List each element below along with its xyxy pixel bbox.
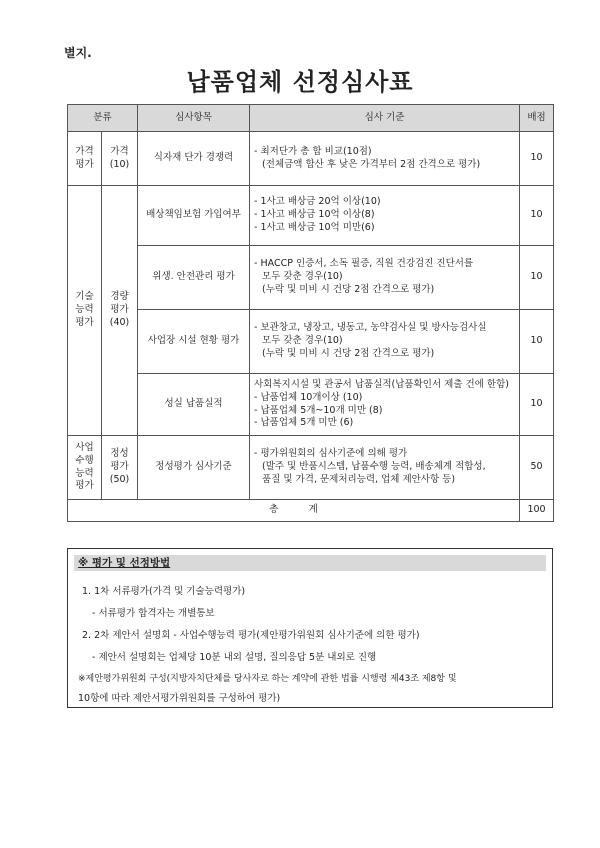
page-title: 납품업체 선정심사표 — [186, 67, 414, 96]
group-major-price: 가격 평가 — [68, 132, 102, 186]
table-header-row — [68, 105, 554, 132]
row-item: 위생. 안전관리 평가 — [138, 246, 250, 310]
method-title: ※ 평가 및 선정방법 — [74, 555, 546, 571]
method-line: - 서류평가 합격자는 개별통보 — [92, 608, 215, 619]
group-minor-tech: 경량 평가 (40) — [102, 186, 138, 436]
row-item: 사업장 시설 현황 평가 — [138, 310, 250, 374]
table-row — [68, 374, 554, 436]
row-score: 10 — [520, 310, 554, 374]
evaluation-table — [67, 104, 554, 522]
row-score: 10 — [520, 246, 554, 310]
total-label: 총 계 — [68, 500, 520, 522]
row-score: 10 — [520, 374, 554, 436]
method-line: ※제안평가위원회 구성(지방자치단체를 당사자로 하는 계약에 관한 법률 시행령 제43조 제8항 및 — [78, 674, 457, 684]
row-criteria: - 보관창고, 냉장고, 냉동고, 농약검사실 및 방사능검사실 모두 갖춘 경우(10) (누락 및 미비 시 건당 2점 간격으로 평가) — [250, 310, 520, 374]
method-line: 2. 2차 제안서 설명회 - 사업수행능력 평가(제안평가위원회 심사기준에 의한 평가) — [82, 630, 420, 641]
total-score: 100 — [520, 500, 554, 522]
group-minor-biz: 정성 평가 (50) — [102, 436, 138, 500]
row-criteria: - 최저단가 총 합 비교(10점) (전체금액 합산 후 낮은 가격부터 2점 간격으로 평가) — [250, 132, 520, 186]
row-criteria: - 평가위원회의 심사기준에 의해 평가 (발주 및 반품시스템, 납품수행 능력, 배송체계 적합성, 품질 및 가격, 문제처리능력, 업체 제안사항 등) — [250, 436, 520, 500]
group-minor-price: 가격 (10) — [102, 132, 138, 186]
row-score: 10 — [520, 132, 554, 186]
method-line: 10항에 따라 제안서평가위원회를 구성하여 평가) — [78, 693, 281, 704]
row-criteria: 사회복지시설 및 관공서 납품실적(납품확인서 제출 건에 한함) - 납품업체 10개이상 (10) - 납품업체 5개~10개 미만 (8) - 납품업체 5개 미만 (6) — [250, 374, 520, 436]
row-item: 성실 납품실적 — [138, 374, 250, 436]
attachment-label: 별지. — [64, 46, 92, 60]
table-row — [68, 246, 554, 310]
header-item: 심사항목 — [138, 105, 250, 132]
group-major-tech: 기술 능력 평가 — [68, 186, 102, 436]
row-item: 배상책임보험 가입여부 — [138, 186, 250, 246]
header-criteria: 심사 기준 — [250, 105, 520, 132]
row-criteria: - 1사고 배상금 20억 이상(10) - 1사고 배상금 10억 이상(8) - 1사고 배상금 10억 미만(6) — [250, 186, 520, 246]
table-row — [68, 436, 554, 500]
method-line: - 제안서 설명회는 업체당 10분 내외 설명, 질의응답 5분 내외로 진행 — [92, 652, 377, 663]
table-row — [68, 186, 554, 246]
table-total-row — [68, 500, 554, 522]
row-criteria: - HACCP 인증서, 소독 필증, 직원 건강검진 진단서를 모두 갖춘 경우(10) (누락 및 미비 시 건당 2점 간격으로 평가) — [250, 246, 520, 310]
method-line: 1. 1차 서류평가(가격 및 기술능력평가) — [82, 586, 246, 597]
table-row — [68, 310, 554, 374]
header-category: 분류 — [68, 105, 138, 132]
method-box — [67, 548, 553, 708]
row-item: 식자재 단가 경쟁력 — [138, 132, 250, 186]
row-score: 10 — [520, 186, 554, 246]
table-row — [68, 132, 554, 186]
row-score: 50 — [520, 436, 554, 500]
row-item: 정성평가 심사기준 — [138, 436, 250, 500]
group-major-biz: 사업 수행 능력 평가 — [68, 436, 102, 500]
header-score: 배점 — [520, 105, 554, 132]
